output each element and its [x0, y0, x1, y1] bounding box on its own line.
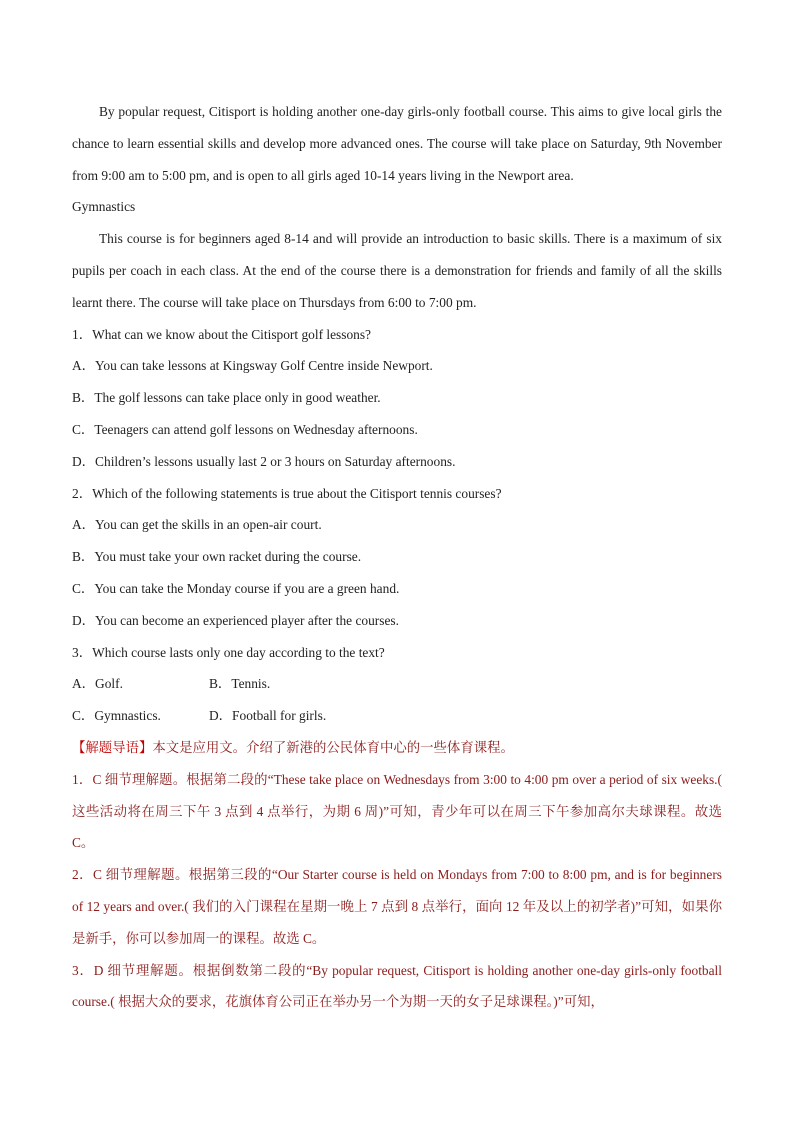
analysis-heading [72, 732, 722, 764]
option-c: C．Teenagers can attend golf lessons on Wednesday afternoons. [72, 421, 418, 437]
passage-football-paragraph: By popular request, Citisport is holding another one-day girls-only football course. This aims to give local girls the chance to learn essential skills and develop more advanced ones. The course will take place on Saturday, 9th November from 9:00 am to 5:00 pm, and is open to all girls aged 10-14 years living in the Newport area. [72, 104, 722, 183]
option-a: A．You can get the skills in an open-air court. [72, 517, 322, 533]
analysis-section [72, 732, 722, 1018]
question-stem: 2．Which of the following statements is true about the Citisport tennis courses? [72, 485, 502, 501]
passage-gymnastics-paragraph: This course is for beginners aged 8-14 and will provide an introduction to basic skills. There is a maximum of six pupils per coach in each class. At the end of the course there is a demonstration for friends and family of all the skills learnt there. The course will take place on Thursdays from 6:00 to 7:00 pm. [72, 231, 722, 310]
question-2 [72, 478, 722, 637]
question-1 [72, 319, 722, 478]
analysis-heading-text: 本文是应用文。介绍了新港的公民体育中心的一些体育课程。 [152, 739, 514, 755]
option-a: A．You can take lessons at Kingsway Golf Centre inside Newport. [72, 358, 433, 374]
answer-1-explanation: 1．C 细节理解题。根据第二段的“These take place on Wednesdays from 3:00 to 4:00 pm over a period of six weeks.( 这些活动将在周三下午 3 点到 4 点举行，为期 6 周)”可知，青少年可以在周三下午参加高尔夫球课程。故选 C。 [72, 771, 722, 851]
options-row-cd [72, 700, 722, 732]
answer-3-explanation: 3．D 细节理解题。根据倒数第二段的“By popular request, Citisport is holding another one-day girls-only football course.( 根据大众的要求，花旗体育公司正在举办另一个为期一天的女子足球课程。)”可知， [72, 962, 722, 1010]
option-b: B．Tennis. [209, 676, 271, 692]
options-row-ab [72, 668, 722, 700]
option-c: C．Gymnastics. [72, 708, 161, 724]
section-heading-gymnastics: Gymnastics [72, 199, 136, 215]
document-page [72, 96, 722, 1018]
option-c: C．You can take the Monday course if you are a green hand. [72, 580, 400, 596]
question-3 [72, 637, 722, 732]
option-d: D．Football for girls. [209, 708, 327, 724]
answer-2-explanation: 2．C 细节理解题。根据第三段的“Our Starter course is held on Mondays from 7:00 to 8:00 pm, and is for beginners of 12 years and over.( 我们的入门课程在星期一晚上 7 点到 8 点举行，面向 12 年及以上的初学者)”可知，如果你是新手，你可以参加周一的课程。故选 C。 [72, 867, 722, 946]
option-d: D．You can become an experienced player after the courses. [72, 612, 399, 628]
option-b: B．The golf lessons can take place only in good weather. [72, 390, 381, 406]
option-a: A．Golf. [72, 676, 123, 692]
question-stem: 1．What can we know about the Citisport golf lessons? [72, 326, 372, 342]
question-stem: 3．Which course lasts only one day according to the text? [72, 644, 385, 660]
analysis-heading-tag: 【解题导语】 [72, 739, 153, 755]
option-b: B．You must take your own racket during the course. [72, 549, 362, 565]
option-d: D．Children’s lessons usually last 2 or 3 hours on Saturday afternoons. [72, 453, 456, 469]
